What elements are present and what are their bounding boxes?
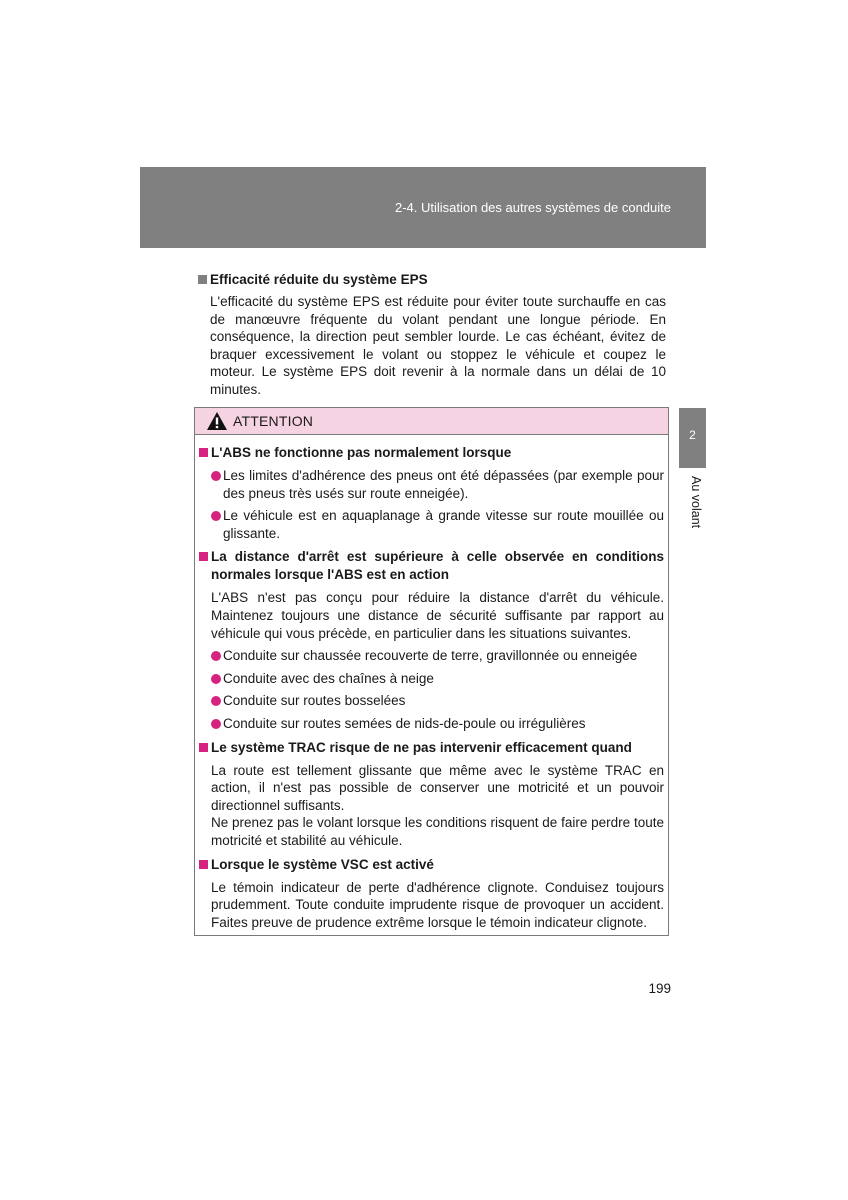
chapter-tab — [679, 408, 706, 468]
square-bullet-icon — [199, 743, 208, 752]
square-bullet-icon — [199, 860, 208, 869]
eps-section — [198, 271, 666, 399]
list-item: Conduite sur chaussée recouverte de terre, gravillonnée ou enneigée — [211, 647, 664, 665]
vsc-paragraph: Le témoin indicateur de perte d'adhérence clignote. Conduisez toujours prudemment. Toute conduite imprudente risque de provoquer un accident. Faites preuve de prudence extrême lorsque le témoin indicateur clignote. — [211, 879, 664, 930]
trac-heading — [199, 739, 664, 757]
vsc-heading — [199, 856, 664, 874]
section-header-band — [140, 167, 706, 248]
vsc-heading-text: Lorsque le système VSC est activé — [211, 856, 434, 872]
round-bullet-icon — [211, 674, 221, 684]
eps-heading — [198, 271, 666, 289]
square-bullet-icon — [199, 448, 208, 457]
trac-heading-text: Le système TRAC risque de ne pas intervenir efficacement quand — [211, 739, 632, 755]
trac-paragraph-2: Ne prenez pas le volant lorsque les conditions risquent de faire perdre toute motricité et stabilité au véhicule. — [211, 815, 664, 848]
page-number: 199 — [648, 981, 671, 996]
chapter-number: 2 — [689, 428, 696, 442]
abs-heading — [199, 444, 664, 462]
attention-box — [194, 407, 669, 936]
square-bullet-icon — [198, 275, 207, 284]
section-title: 2-4. Utilisation des autres systèmes de conduite — [394, 200, 671, 215]
stopping-distance-paragraph: L'ABS n'est pas conçu pour réduire la distance d'arrêt du véhicule. Maintenez toujours une distance de sécurité suffisante par rapport au véhicule qui vous précède, en particulier dans les situations suivantes. — [211, 590, 664, 641]
stopping-distance-heading — [199, 548, 664, 584]
list-item: Conduite sur routes bosselées — [211, 692, 664, 710]
stopping-distance-heading-text: La distance d'arrêt est supérieure à celle observée en conditions normales lorsque l'ABS est en action — [211, 549, 664, 583]
attention-body — [195, 435, 668, 931]
list-item: Conduite sur routes semées de nids-de-poule ou irrégulières — [211, 715, 664, 733]
list-item: Les limites d'adhérence des pneus ont été dépassées (par exemple pour des pneus très usés sur route enneigée). — [211, 467, 664, 502]
list-item: Le véhicule est en aquaplanage à grande vitesse sur route mouillée ou glissante. — [211, 507, 664, 542]
round-bullet-icon — [211, 696, 221, 706]
eps-heading-text: Efficacité réduite du système EPS — [210, 272, 428, 287]
round-bullet-icon — [211, 471, 221, 481]
warning-triangle-icon — [206, 411, 228, 431]
round-bullet-icon — [211, 651, 221, 661]
round-bullet-icon — [211, 511, 221, 521]
list-item: Conduite avec des chaînes à neige — [211, 670, 664, 688]
attention-title: ATTENTION — [233, 413, 314, 429]
abs-heading-text: L'ABS ne fonctionne pas normalement lorsque — [211, 445, 512, 460]
eps-paragraph: L'efficacité du système EPS est réduite pour éviter toute surchauffe en cas de manœuvre fréquente du volant pendant une longue période. En conséquence, la direction peut sembler lourde. Le cas échéant, évitez de braquer excessivement le volant ou stoppez le véhicule et coupez le moteur. Le système EPS doit revenir à la normale dans un délai de 10 minutes. — [210, 294, 666, 397]
square-bullet-icon — [199, 552, 208, 561]
attention-header — [195, 408, 668, 435]
round-bullet-icon — [211, 719, 221, 729]
chapter-label: Au volant — [689, 476, 703, 529]
trac-paragraph: La route est tellement glissante que même avec le système TRAC en action, il n'est pas possible de conserver une motricité et un pouvoir directionnel suffisants. — [211, 762, 664, 813]
